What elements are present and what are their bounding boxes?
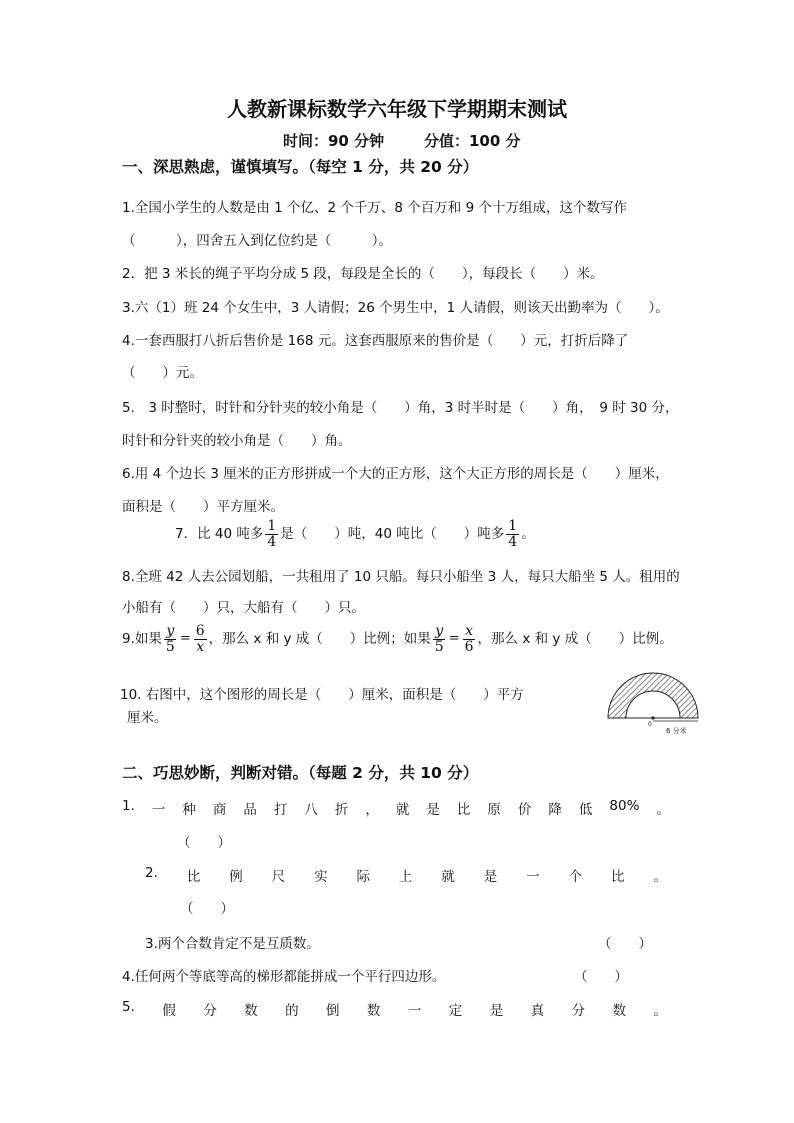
- figure-zero-label: 0: [648, 721, 652, 728]
- s2q1-char: 打: [273, 802, 288, 818]
- q9-text-c: ，那么 x 和 y 成（ ）比例。: [477, 631, 673, 647]
- q9-eq1-left-num: y: [166, 622, 175, 639]
- q9-text-b: ，那么 x 和 y 成（ ）比例；如果: [208, 631, 431, 647]
- page-title: 人教新课标数学六年级下学期期末测试: [227, 97, 567, 121]
- q7-fraction-1-den: 4: [267, 533, 277, 550]
- s2q1-char: 1.: [122, 798, 135, 814]
- q10-line1: 10. 右图中，这个图形的周长是（ ）厘米，面积是（ ）平方: [120, 687, 524, 703]
- s2q1-char: 价: [517, 802, 532, 818]
- q9-eq2-right-den: 6: [464, 638, 474, 655]
- s2-q3-answer: （ ）: [598, 936, 652, 952]
- s2-q2-answer: （ ）: [180, 901, 234, 917]
- q5-line1: 5. 3 时整时，时针和分针夹的较小角是（ ）角，3 时半时是（ ）角， 9 时 30 分，: [122, 400, 679, 416]
- q7-fraction-1: [265, 519, 278, 550]
- s2q1-char: 比: [456, 802, 471, 818]
- s2q1-char: ，: [365, 802, 379, 818]
- s2q1-char: 种: [182, 802, 196, 818]
- s2q2-char: 一: [526, 869, 540, 885]
- center-point: [651, 716, 654, 719]
- s2q1-char: 八: [304, 802, 318, 818]
- s2-q4-answer: （ ）: [574, 969, 628, 985]
- s2q2-char: 尺: [271, 869, 286, 885]
- q9-eq2-sign: =: [448, 631, 460, 646]
- q9-eq1-right-num: 6: [195, 622, 205, 639]
- q9-eq1-right: [194, 624, 207, 655]
- q9-eq2-left-den: 5: [434, 638, 444, 655]
- q7-text-a: 7．比 40 吨多: [175, 526, 264, 542]
- s2q1-char: 原: [487, 802, 501, 818]
- q7-fraction-2-den: 4: [508, 533, 518, 550]
- q4-line2: （ ）元。: [122, 365, 203, 381]
- s2q1-char: 折: [334, 802, 349, 818]
- q9-eq2-right-num: x: [465, 622, 474, 639]
- q9-eq2-left-num: y: [435, 622, 444, 639]
- s2-q2: [145, 865, 667, 885]
- s2q2-char: 个: [568, 869, 583, 885]
- q7-fraction-2: [506, 519, 519, 550]
- q5-line2: 时针和分针夹的较小角是（ ）角。: [122, 433, 352, 449]
- q7-text-b: 是（ ）吨，40 吨比（ ）吨多: [280, 526, 505, 542]
- s2q2-char: 例: [229, 869, 243, 885]
- s2q2-char: 际: [356, 869, 370, 885]
- q6-line1: 6.用 4 个边长 3 厘米的正方形拼成一个大的正方形，这个大正方形的周长是（ ）厘米，: [122, 466, 669, 482]
- q4-line1: 4.一套西服打八折后售价是 168 元。这套西服原来的售价是（ ）元，打折后降了: [122, 333, 629, 349]
- q3: 3.六（1）班 24 个女生中，3 人请假；26 个男生中，1 人请假，则该天出勤率为（ ）。: [122, 300, 669, 316]
- s2q5-char: 定: [448, 1003, 463, 1019]
- q1-line2: （ ），四舍五入到亿位约是（ ）。: [122, 233, 392, 249]
- s2-q1: [122, 798, 670, 818]
- s2q5-char: 的: [285, 1003, 299, 1019]
- q1-line1: 1.全国小学生的人数是由 1 个亿、2 个千万、8 个百万和 9 个十万组成，这个数写作: [122, 200, 627, 216]
- s2q5-char: 是: [489, 1003, 504, 1019]
- q7-text-c: 。: [521, 526, 535, 542]
- q9-eq2-right: [463, 624, 476, 655]
- q9-eq1-sign: =: [179, 631, 191, 646]
- s2q1-char: 80%: [609, 798, 640, 814]
- s2q5-char: 5.: [122, 999, 135, 1015]
- q9-text-a: 9.如果: [122, 631, 162, 647]
- s2-q1-answer: （ ）: [177, 835, 231, 851]
- s2q2-char: 。: [653, 869, 667, 885]
- s2q2-char: 2.: [145, 865, 158, 881]
- s2q2-char: 比: [186, 869, 201, 885]
- s2q5-char: 假: [162, 1003, 176, 1019]
- q8-line2: 小船有（ ）只，大船有（ ）只。: [122, 600, 365, 616]
- s2q2-char: 就: [441, 869, 455, 885]
- s2q2-char: 上: [398, 869, 413, 885]
- s2q2-char: 比: [611, 869, 625, 885]
- s2q5-char: 数: [366, 1003, 381, 1019]
- s2q1-char: 一: [151, 802, 166, 818]
- s2q5-char: 真: [530, 1003, 545, 1019]
- s2q2-char: 实: [314, 869, 328, 885]
- s2q1-char: 就: [395, 802, 410, 818]
- section1-heading: 一、深思熟虑，谨慎填写。（每空 1 分，共 20 分）: [122, 158, 479, 176]
- q2: 2．把 3 米长的绳子平均分成 5 段，每段是全长的（ ），每段长（ ）米。: [122, 266, 604, 282]
- s2-q5: [122, 999, 667, 1019]
- q9-eq1-right-den: x: [196, 638, 205, 655]
- q10-line2: 厘米。: [127, 710, 168, 726]
- q9-eq1-left: [164, 624, 177, 655]
- s2q5-char: 数: [244, 1003, 258, 1019]
- s2-q4: 4.任何两个等底等高的梯形都能拼成一个平行四边形。: [122, 969, 446, 985]
- semicircle-ring-figure: [600, 668, 710, 740]
- score-info: 分值：100 分: [424, 132, 521, 150]
- s2q1-char: 品: [243, 802, 257, 818]
- s2q5-char: 分: [571, 1003, 586, 1019]
- s2q1-char: 商: [212, 802, 227, 818]
- s2q2-char: 是: [483, 869, 498, 885]
- s2q5-char: 数: [612, 1003, 626, 1019]
- s2q1-char: 。: [656, 802, 670, 818]
- s2q5-char: 倒: [326, 1003, 340, 1019]
- time-info: 时间：90 分钟: [283, 132, 385, 150]
- q7-fraction-1-num: 1: [267, 517, 277, 534]
- s2q1-char: 低: [578, 802, 593, 818]
- q9: [122, 621, 673, 657]
- q6-line2: 面积是（ ）平方厘米。: [122, 499, 284, 515]
- s2q5-char: 。: [653, 1003, 667, 1019]
- q7: [175, 517, 535, 551]
- s2-q3: 3.两个合数肯定不是互质数。: [145, 936, 320, 952]
- q9-eq2-left: [433, 624, 446, 655]
- q7-fraction-2-num: 1: [508, 517, 518, 534]
- q9-eq1-left-den: 5: [165, 638, 175, 655]
- ring-hatched-area: [608, 673, 698, 718]
- s2q1-char: 是: [426, 802, 440, 818]
- figure-length-label: 6 分米: [666, 727, 687, 735]
- section2-heading: 二、巧思妙断，判断对错。（每题 2 分，共 10 分）: [122, 764, 479, 782]
- s2q1-char: 降: [548, 802, 562, 818]
- s2q5-char: 一: [407, 1003, 422, 1019]
- q8-line1: 8.全班 42 人去公园划船，一共租用了 10 只船。每只小船坐 3 人，每只大船坐 5 人。租用的: [122, 569, 680, 585]
- s2q5-char: 分: [203, 1003, 217, 1019]
